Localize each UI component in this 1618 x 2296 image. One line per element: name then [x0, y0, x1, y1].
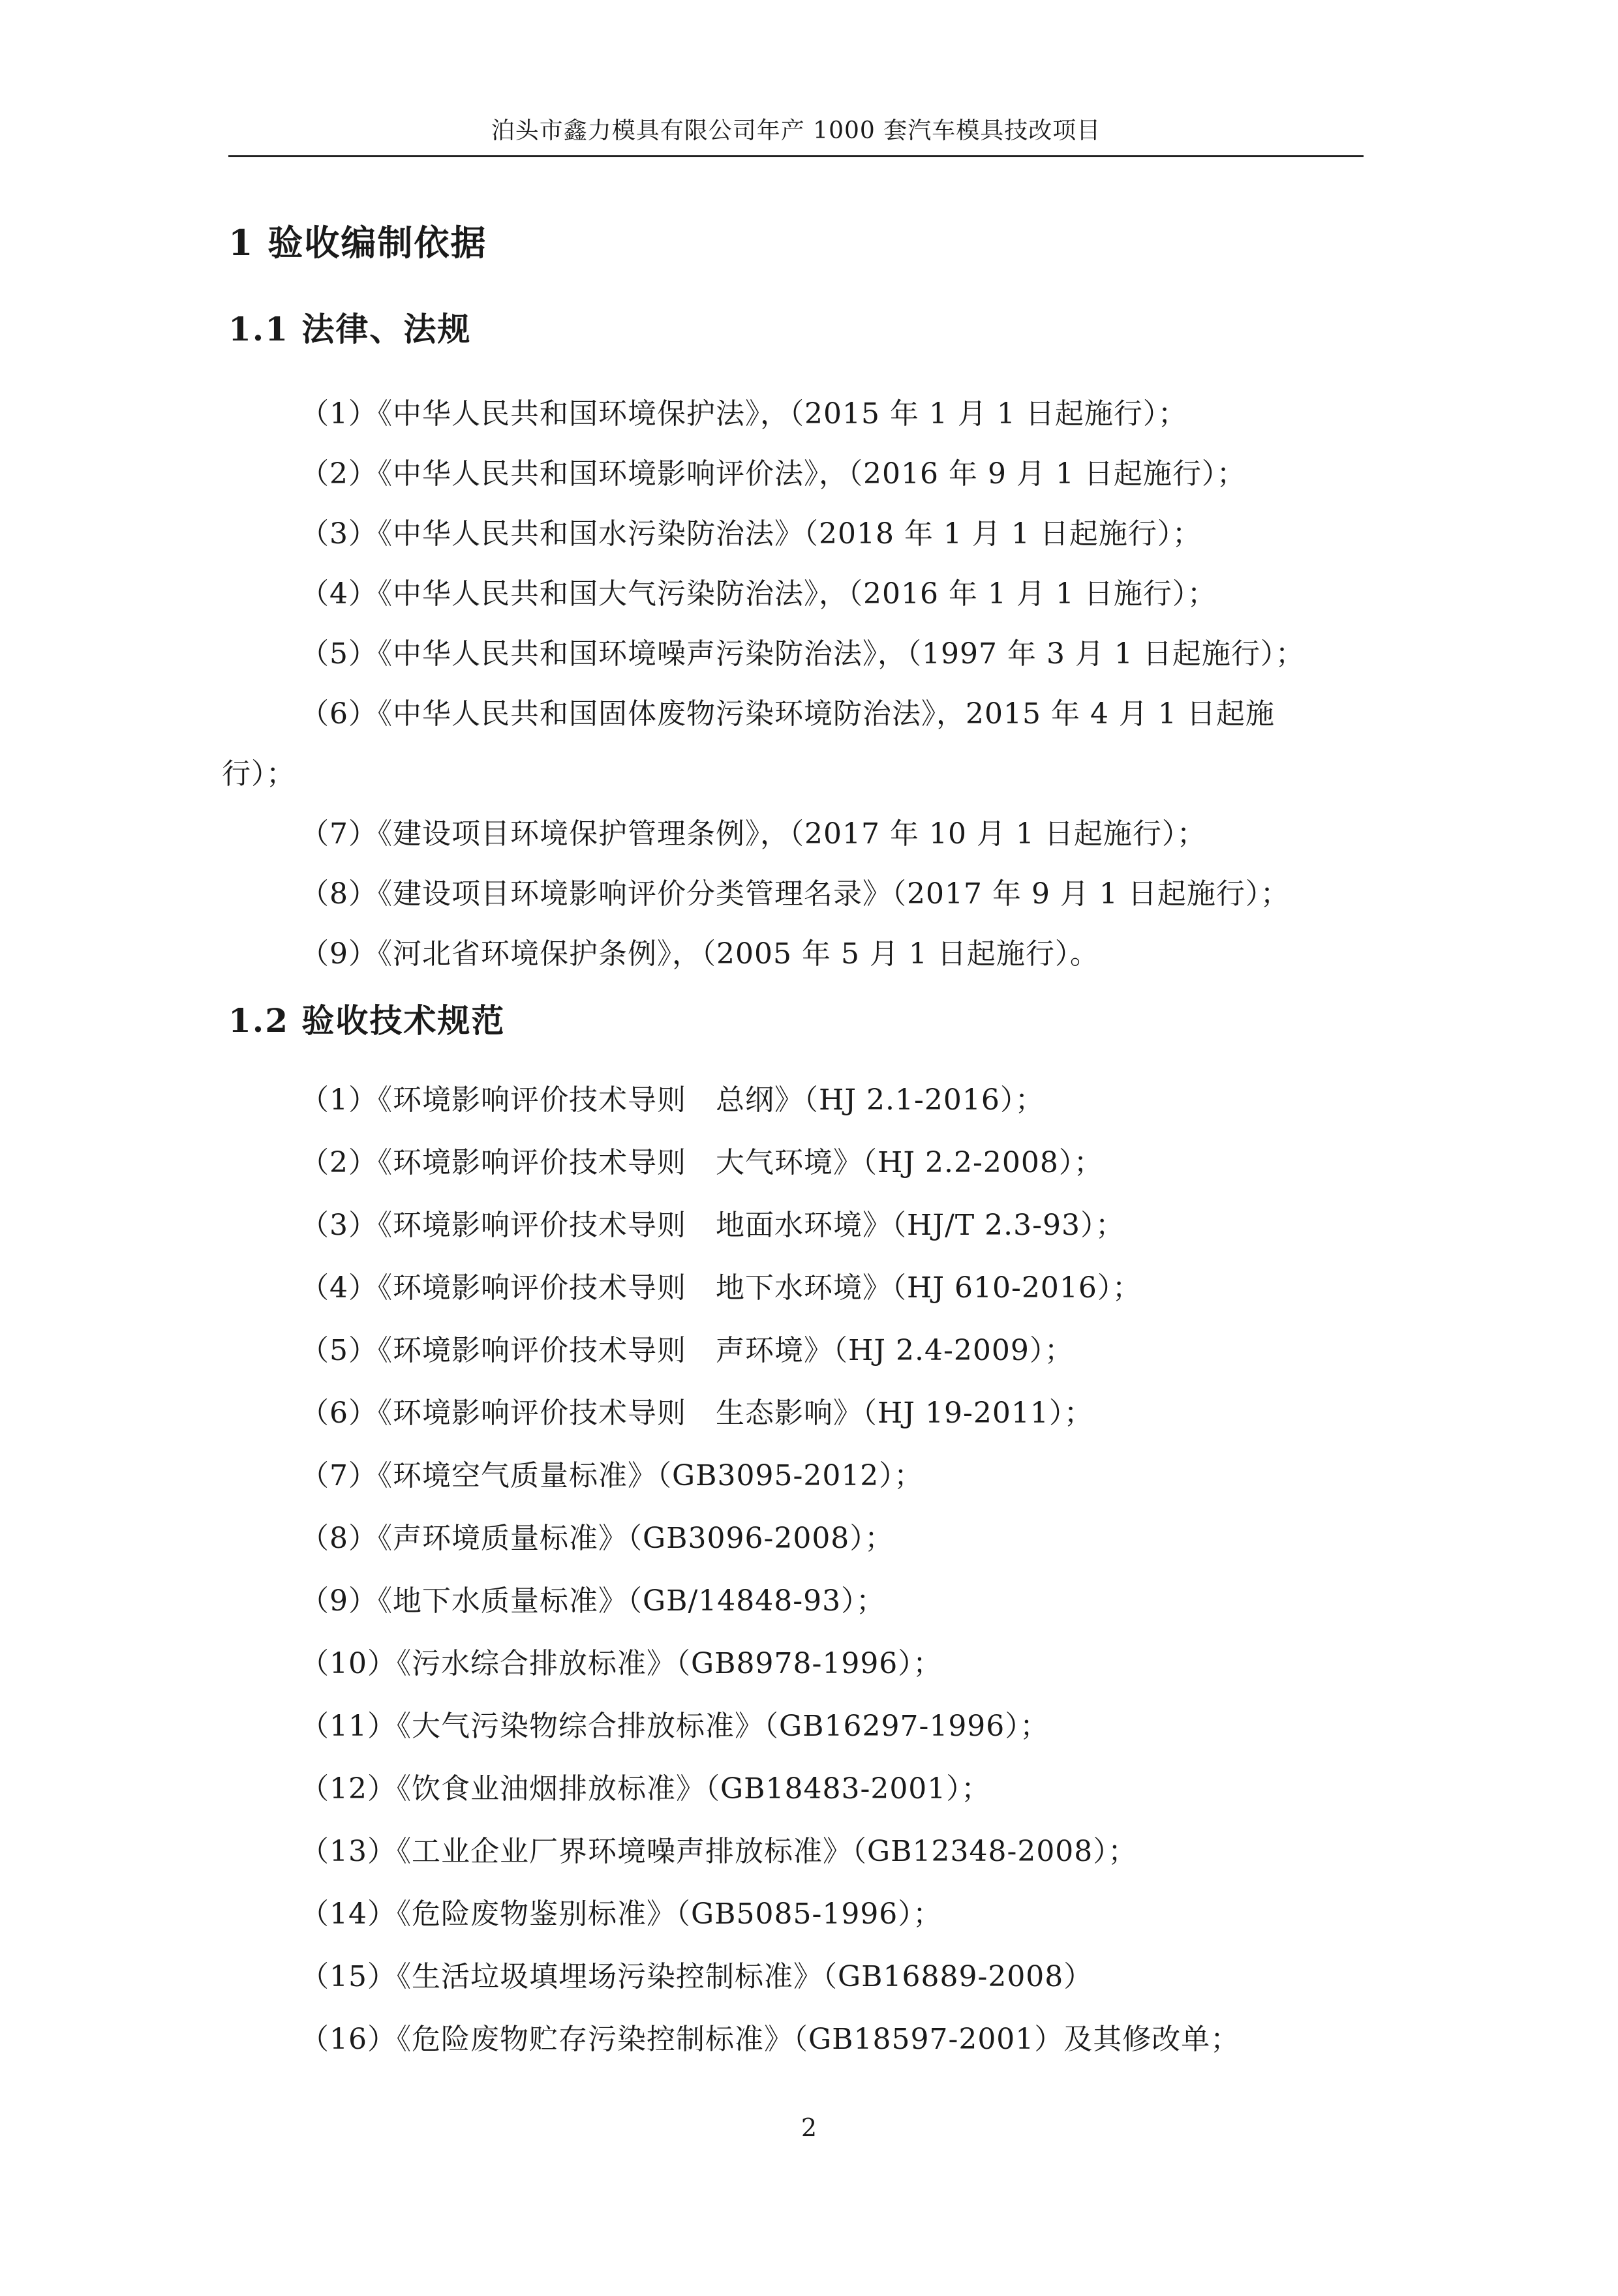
- spec-item: （13）《工业企业厂界环境噪声排放标准》（GB12348-2008）；: [300, 1835, 1138, 1868]
- spec-item: （1）《环境影响评价技术导则 总纲》（HJ 2.1-2016）；: [300, 1083, 1045, 1117]
- spec-item: （11）《大气污染物综合排放标准》（GB16297-1996）；: [300, 1710, 1050, 1743]
- spec-item: （15）《生活垃圾填埋场污染控制标准》（GB16889-2008）: [300, 1960, 1093, 1993]
- chapter-title: 1 验收编制依据: [228, 222, 487, 264]
- spec-item: （12）《饮食业油烟排放标准》（GB18483-2001）；: [300, 1772, 991, 1805]
- spec-item: （9）《地下水质量标准》（GB/14848-93）；: [300, 1584, 886, 1618]
- spec-item: （3）《环境影响评价技术导则 地面水环境》（HJ/T 2.3-93）；: [300, 1209, 1125, 1242]
- law-item: （7）《建设项目环境保护管理条例》，（2017 年 10 月 1 日起施行）；: [300, 817, 1206, 851]
- spec-item: （5）《环境影响评价技术导则 声环境》（HJ 2.4-2009）；: [300, 1334, 1074, 1367]
- law-item: （4）《中华人民共和国大气污染防治法》，（2016 年 1 月 1 日施行）；: [300, 577, 1217, 611]
- law-item: （8）《建设项目环境影响评价分类管理名录》（2017 年 9 月 1 日起施行）；: [300, 877, 1290, 911]
- spec-item: （4）《环境影响评价技术导则 地下水环境》（HJ 610-2016）；: [300, 1271, 1142, 1305]
- section-1-title: 1.1 法律、法规: [228, 310, 472, 348]
- spec-item: （7）《环境空气质量标准》（GB3095-2012）；: [300, 1459, 924, 1492]
- law-item-continuation: 行）；: [222, 757, 296, 791]
- law-item: （3）《中华人民共和国水污染防治法》（2018 年 1 月 1 日起施行）；: [300, 517, 1202, 551]
- spec-item: （2）《环境影响评价技术导则 大气环境》（HJ 2.2-2008）；: [300, 1146, 1103, 1179]
- law-item: （1）《中华人民共和国环境保护法》，（2015 年 1 月 1 日起施行）；: [300, 397, 1187, 430]
- law-item: （6）《中华人民共和国固体废物污染环境防治法》，2015 年 4 月 1 日起施: [300, 697, 1275, 731]
- law-item: （9）《河北省环境保护条例》，（2005 年 5 月 1 日起施行）。: [300, 937, 1099, 971]
- running-header: 泊头市鑫力模具有限公司年产 1000 套汽车模具技改项目: [491, 117, 1101, 144]
- law-item: （2）《中华人民共和国环境影响评价法》，（2016 年 9 月 1 日起施行）；: [300, 457, 1246, 491]
- page-number: 2: [801, 2113, 817, 2142]
- spec-item: （6）《环境影响评价技术导则 生态影响》（HJ 19-2011）；: [300, 1397, 1093, 1430]
- section-2-title: 1.2 验收技术规范: [228, 1001, 506, 1040]
- spec-item: （16）《危险废物贮存污染控制标准》（GB18597-2001）及其修改单；: [300, 2023, 1240, 2056]
- spec-item: （10）《污水综合排放标准》（GB8978-1996）；: [300, 1647, 943, 1680]
- law-item: （5）《中华人民共和国环境噪声污染防治法》，（1997 年 3 月 1 日起施行）；: [300, 637, 1305, 671]
- header-rule: [228, 155, 1364, 157]
- spec-item: （8）《声环境质量标准》（GB3096-2008）；: [300, 1522, 894, 1555]
- spec-item: （14）《危险废物鉴别标准》（GB5085-1996）；: [300, 1897, 943, 1931]
